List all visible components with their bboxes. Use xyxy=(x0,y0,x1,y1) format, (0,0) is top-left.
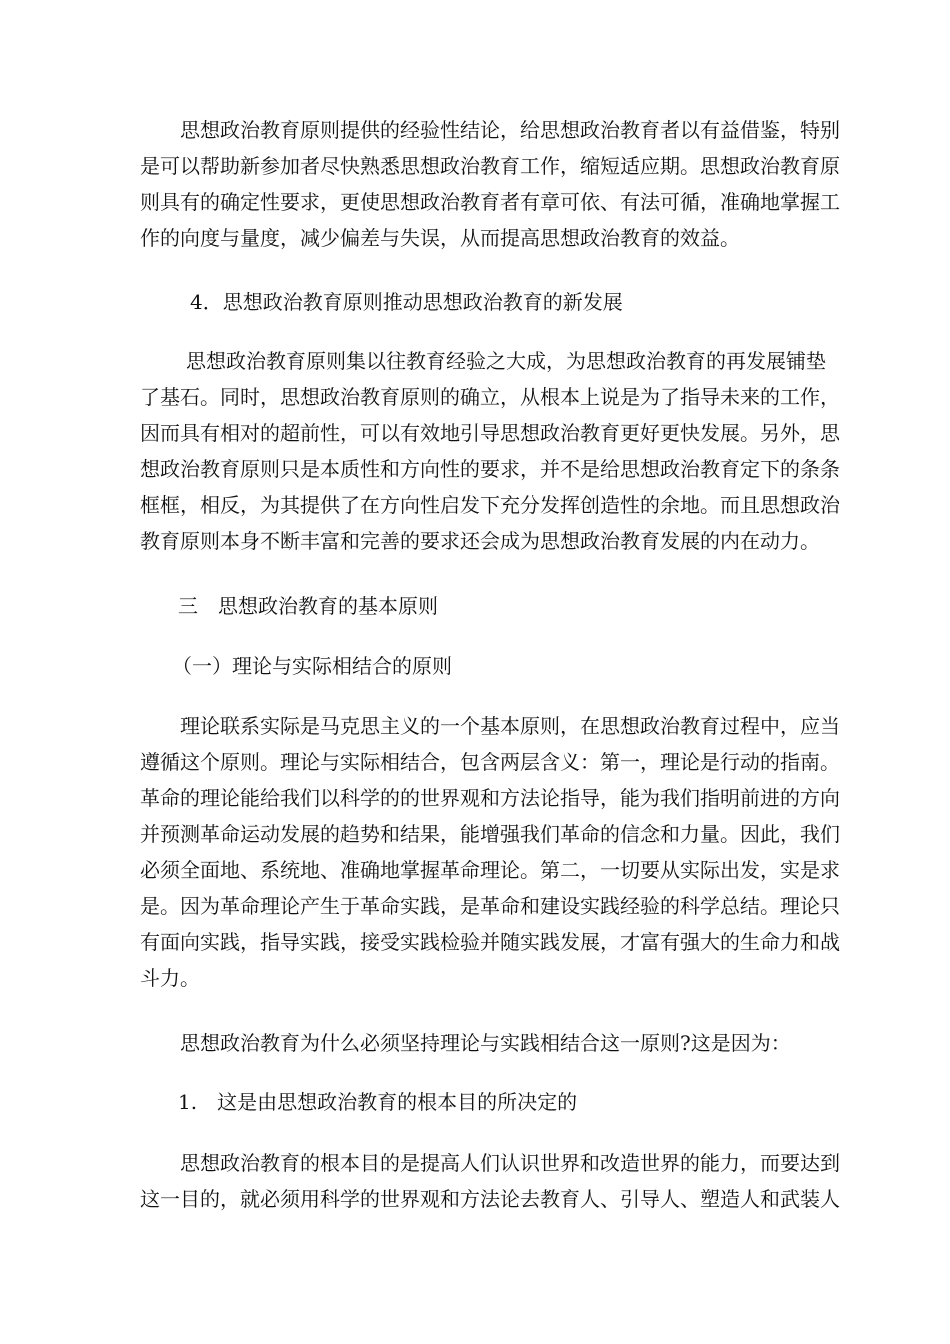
paragraph-line: 思想政治教育的根本目的是提高人们认识世界和改造世界的能力，而要达到 xyxy=(180,1151,840,1175)
paragraph-line: 框框，相反，为其提供了在方向性启发下充分发挥创造性的余地。而且思想政治 xyxy=(140,493,840,517)
paragraph-line: 作的向度与量度，减少偏差与失误，从而提高思想政治教育的效益。 xyxy=(140,226,740,250)
paragraph-line: 了基石。同时，思想政治教育原则的确立，从根本上说是为了指导未来的工作， xyxy=(140,385,840,409)
numbered-heading: 1. 这是由思想政治教育的根本目的所决定的 xyxy=(178,1090,578,1114)
paragraph-line: 理论联系实际是马克思主义的一个基本原则，在思想政治教育过程中，应当 xyxy=(180,714,840,738)
paragraph-line: 斗力。 xyxy=(140,966,200,990)
paragraph-line: 是。因为革命理论产生于革命实践，是革命和建设实践经验的科学总结。理论只 xyxy=(140,894,840,918)
paragraph-line: 必须全面地、系统地、准确地掌握革命理论。第二，一切要从实际出发，实是求 xyxy=(140,858,840,882)
paragraph-line: 思想政治教育原则提供的经验性结论，给思想政治教育者以有益借鉴，特别 xyxy=(180,118,840,142)
paragraph-line: 遵循这个原则。理论与实际相结合，包含两层含义：第一，理论是行动的指南。 xyxy=(140,750,840,774)
paragraph-line: 有面向实践，指导实践，接受实践检验并随实践发展，才富有强大的生命力和战 xyxy=(140,930,840,954)
paragraph-line: 因而具有相对的超前性，可以有效地引导思想政治教育更好更快发展。另外，思 xyxy=(140,421,840,445)
paragraph-line: 思想政治教育为什么必须坚持理论与实践相结合这一原则?这是因为： xyxy=(180,1031,791,1055)
paragraph-line: 思想政治教育原则集以往教育经验之大成，为思想政治教育的再发展铺垫 xyxy=(186,349,826,373)
section-heading: 4．思想政治教育原则推动思想政治教育的新发展 xyxy=(190,290,623,314)
paragraph-line: 革命的理论能给我们以科学的的世界观和方法论指导，能为我们指明前进的方向 xyxy=(140,786,840,810)
paragraph-line: 想政治教育原则只是本质性和方向性的要求，并不是给思想政治教育定下的条条 xyxy=(140,457,840,481)
chapter-heading: 三 思想政治教育的基本原则 xyxy=(178,594,438,618)
paragraph-line: 这一目的，就必须用科学的世界观和方法论去教育人、引导人、塑造人和武装人 xyxy=(140,1187,840,1211)
paragraph-line: 教育原则本身不断丰富和完善的要求还会成为思想政治教育发展的内在动力。 xyxy=(140,529,820,553)
paragraph-line: 并预测革命运动发展的趋势和结果，能增强我们革命的信念和力量。因此，我们 xyxy=(140,822,840,846)
paragraph-line: 是可以帮助新参加者尽快熟悉思想政治教育工作，缩短适应期。思想政治教育原 xyxy=(140,154,840,178)
paragraph-line: 则具有的确定性要求，更使思想政治教育者有章可依、有法可循，准确地掌握工 xyxy=(140,190,840,214)
subsection-heading: （一）理论与实际相结合的原则 xyxy=(172,654,452,678)
